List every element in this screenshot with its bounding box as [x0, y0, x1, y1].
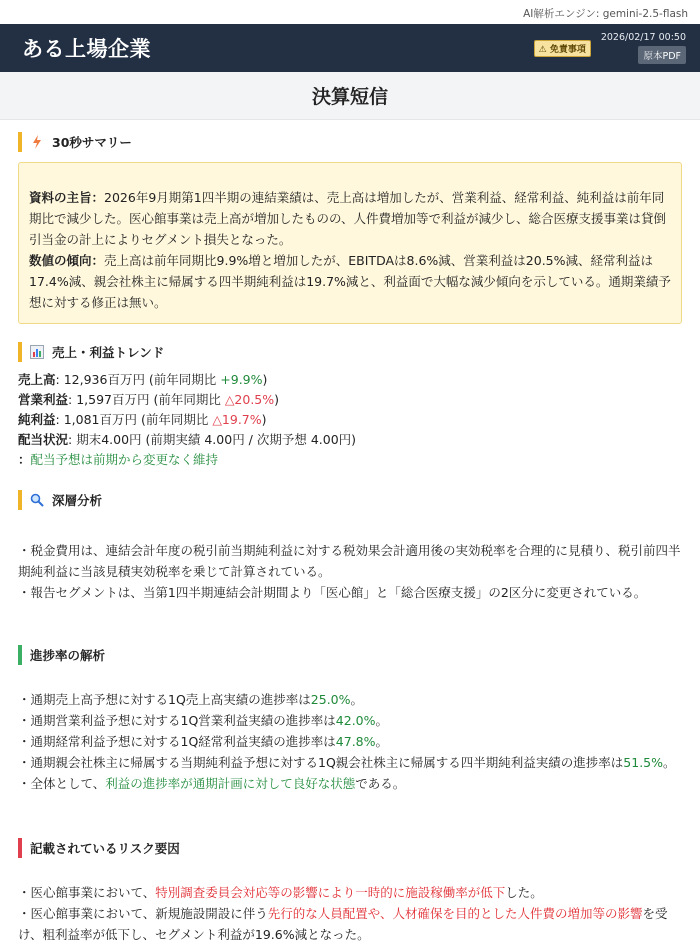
- sales-change: +9.9%: [220, 372, 263, 387]
- net-change: △19.7%: [212, 412, 262, 427]
- progress-item-value: 42.0%: [335, 713, 376, 728]
- summary-box: [18, 162, 682, 324]
- risk-item-2-highlight: 先行的な人員配置や、人材確保を目的とした人件費の増加等の影響: [267, 906, 643, 921]
- metric-net: [18, 410, 682, 430]
- op-value: : 1,597百万円 (前年同期比: [68, 392, 225, 407]
- progress-list: [18, 689, 682, 794]
- progress-item-end: 。: [375, 713, 389, 728]
- magnifier-icon: [30, 493, 44, 507]
- progress-heading: [18, 645, 682, 665]
- sales-value: : 12,936百万円 (前年同期比: [55, 372, 221, 387]
- summary-heading: [18, 132, 682, 152]
- meta-stack: [601, 32, 686, 64]
- metric-sales: [18, 370, 682, 390]
- dividend-note: [18, 450, 682, 470]
- risk-item-1-end: した。: [505, 885, 543, 900]
- progress-item-value: 51.5%: [623, 755, 664, 770]
- analysis-heading: [18, 490, 682, 510]
- div-note: 配当予想は前期から変更なく維持: [30, 452, 219, 467]
- sales-label: 売上高: [18, 372, 56, 387]
- progress-item: [18, 689, 682, 710]
- doc-title-bar: [0, 72, 700, 120]
- trend-title: 売上・利益トレンド: [52, 345, 165, 360]
- progress-summary-highlight: 利益の進捗率が通期計画に対して良好な状態: [105, 776, 356, 791]
- progress-summary: [18, 773, 682, 794]
- risk-item-2-end: を受け、粗利益率が低下し、セグメント利益が19.6%減となった。: [18, 906, 668, 942]
- net-close: ): [261, 412, 267, 427]
- summary-trend-text: 売上高は前年同期比9.9%増と増加したが、EBITDAは8.6%減、営業利益は20.5%減、経常利益は17.4%減、親会社株主に帰属する四半期純利益は19.7%減と、利益面で大幅な減少傾向を示している。通期業績予想に対する修正は無い。: [29, 253, 671, 310]
- net-label: 純利益: [18, 412, 56, 427]
- sales-close: ): [262, 372, 268, 387]
- progress-item-text: ・通期営業利益予想に対する1Q営業利益実績の進捗率は: [18, 713, 336, 728]
- original-pdf-button[interactable]: 原本PDF: [638, 46, 686, 64]
- summary-main: [29, 187, 671, 250]
- metrics-list: [18, 370, 682, 470]
- risk-item-2: [18, 903, 682, 945]
- progress-item-text: ・通期売上高予想に対する1Q売上高実績の進捗率は: [18, 692, 311, 707]
- header: [0, 24, 700, 72]
- header-actions: [534, 32, 686, 64]
- net-value: : 1,081百万円 (前年同期比: [55, 412, 213, 427]
- risk-item-1: [18, 882, 682, 903]
- company-name: ある上場企業: [22, 37, 151, 61]
- div-value: : 期末4.00円 (前期実績 4.00円 / 次期予想 4.00円): [68, 432, 357, 447]
- risk-title: 記載されているリスク要因: [30, 841, 180, 856]
- progress-item-end: 。: [375, 734, 389, 749]
- risk-item-1-highlight: 特別調査委員会対応等の影響により一時的に施設稼働率が低下: [155, 885, 506, 900]
- progress-summary-prefix: ・全体として、: [18, 776, 106, 791]
- bar-chart-icon: [30, 345, 44, 359]
- progress-item: [18, 731, 682, 752]
- progress-item-end: 。: [350, 692, 364, 707]
- progress-item-end: 。: [663, 755, 676, 770]
- metric-dividend: [18, 430, 682, 450]
- analysis-title: 深層分析: [52, 493, 103, 508]
- progress-item-text: ・通期経常利益予想に対する1Q経常利益実績の進捗率は: [18, 734, 336, 749]
- op-close: ): [274, 392, 280, 407]
- lightning-icon: [30, 135, 44, 149]
- risk-list: [18, 882, 682, 945]
- progress-item: [18, 710, 682, 731]
- doc-title: 決算短信: [311, 86, 388, 108]
- summary-main-label: 資料の主旨：: [29, 190, 105, 205]
- risk-item-2-prefix: ・医心館事業において、新規施設開設に伴う: [18, 906, 268, 921]
- analysis-item-2: ・報告セグメントは、当第1四半期連結会計期間より「医心館」と「総合医療支援」の2区分に変更されている。: [18, 585, 647, 600]
- summary-title: 30秒サマリー: [52, 135, 132, 150]
- progress-item: [18, 752, 682, 773]
- summary-trend-label: 数値の傾向：: [29, 253, 105, 268]
- timestamp: 2026/02/17 00:50: [600, 32, 686, 43]
- progress-item-text: ・通期親会社株主に帰属する当期純利益予想に対する1Q親会社株主に帰属する四半期純利益実績の進捗率は: [18, 755, 624, 770]
- engine-label: AI解析エンジン: gemini-2.5-flash: [523, 8, 688, 20]
- summary-main-text: 2026年9月期第1四半期の連結業績は、売上高は増加したが、営業利益、経常利益、純利益は前年同期比で減少した。医心館事業は売上高が増加したものの、人件費増加等で利益が減少し、総合医療支援事業は貸倒引当金の計上によりセグメント損失となった。: [29, 190, 667, 247]
- progress-item-value: 47.8%: [335, 734, 376, 749]
- metric-operating: [18, 390, 682, 410]
- analysis-list: [18, 540, 682, 603]
- progress-item-value: 25.0%: [310, 692, 351, 707]
- main-content: [0, 132, 700, 945]
- risk-heading: [18, 838, 682, 858]
- disclaimer-button[interactable]: ⚠ 免責事項: [534, 40, 591, 57]
- op-change: △20.5%: [224, 392, 275, 407]
- risk-item-1-prefix: ・医心館事業において、: [18, 885, 156, 900]
- div-label: 配当状況: [18, 432, 69, 447]
- op-label: 営業利益: [18, 392, 69, 407]
- analysis-item-1: ・税金費用は、連結会計年度の税引前当期純利益に対する税効果会計適用後の実効税率を合理的に見積り、税引前四半期純利益に当該見積実効税率を乗じて計算されている。: [18, 543, 681, 579]
- summary-trend: [29, 250, 671, 313]
- trend-heading: [18, 342, 682, 362]
- div-note-prefix: ：: [18, 452, 31, 467]
- progress-title: 進捗率の解析: [30, 648, 106, 663]
- progress-summary-end: である。: [355, 776, 406, 791]
